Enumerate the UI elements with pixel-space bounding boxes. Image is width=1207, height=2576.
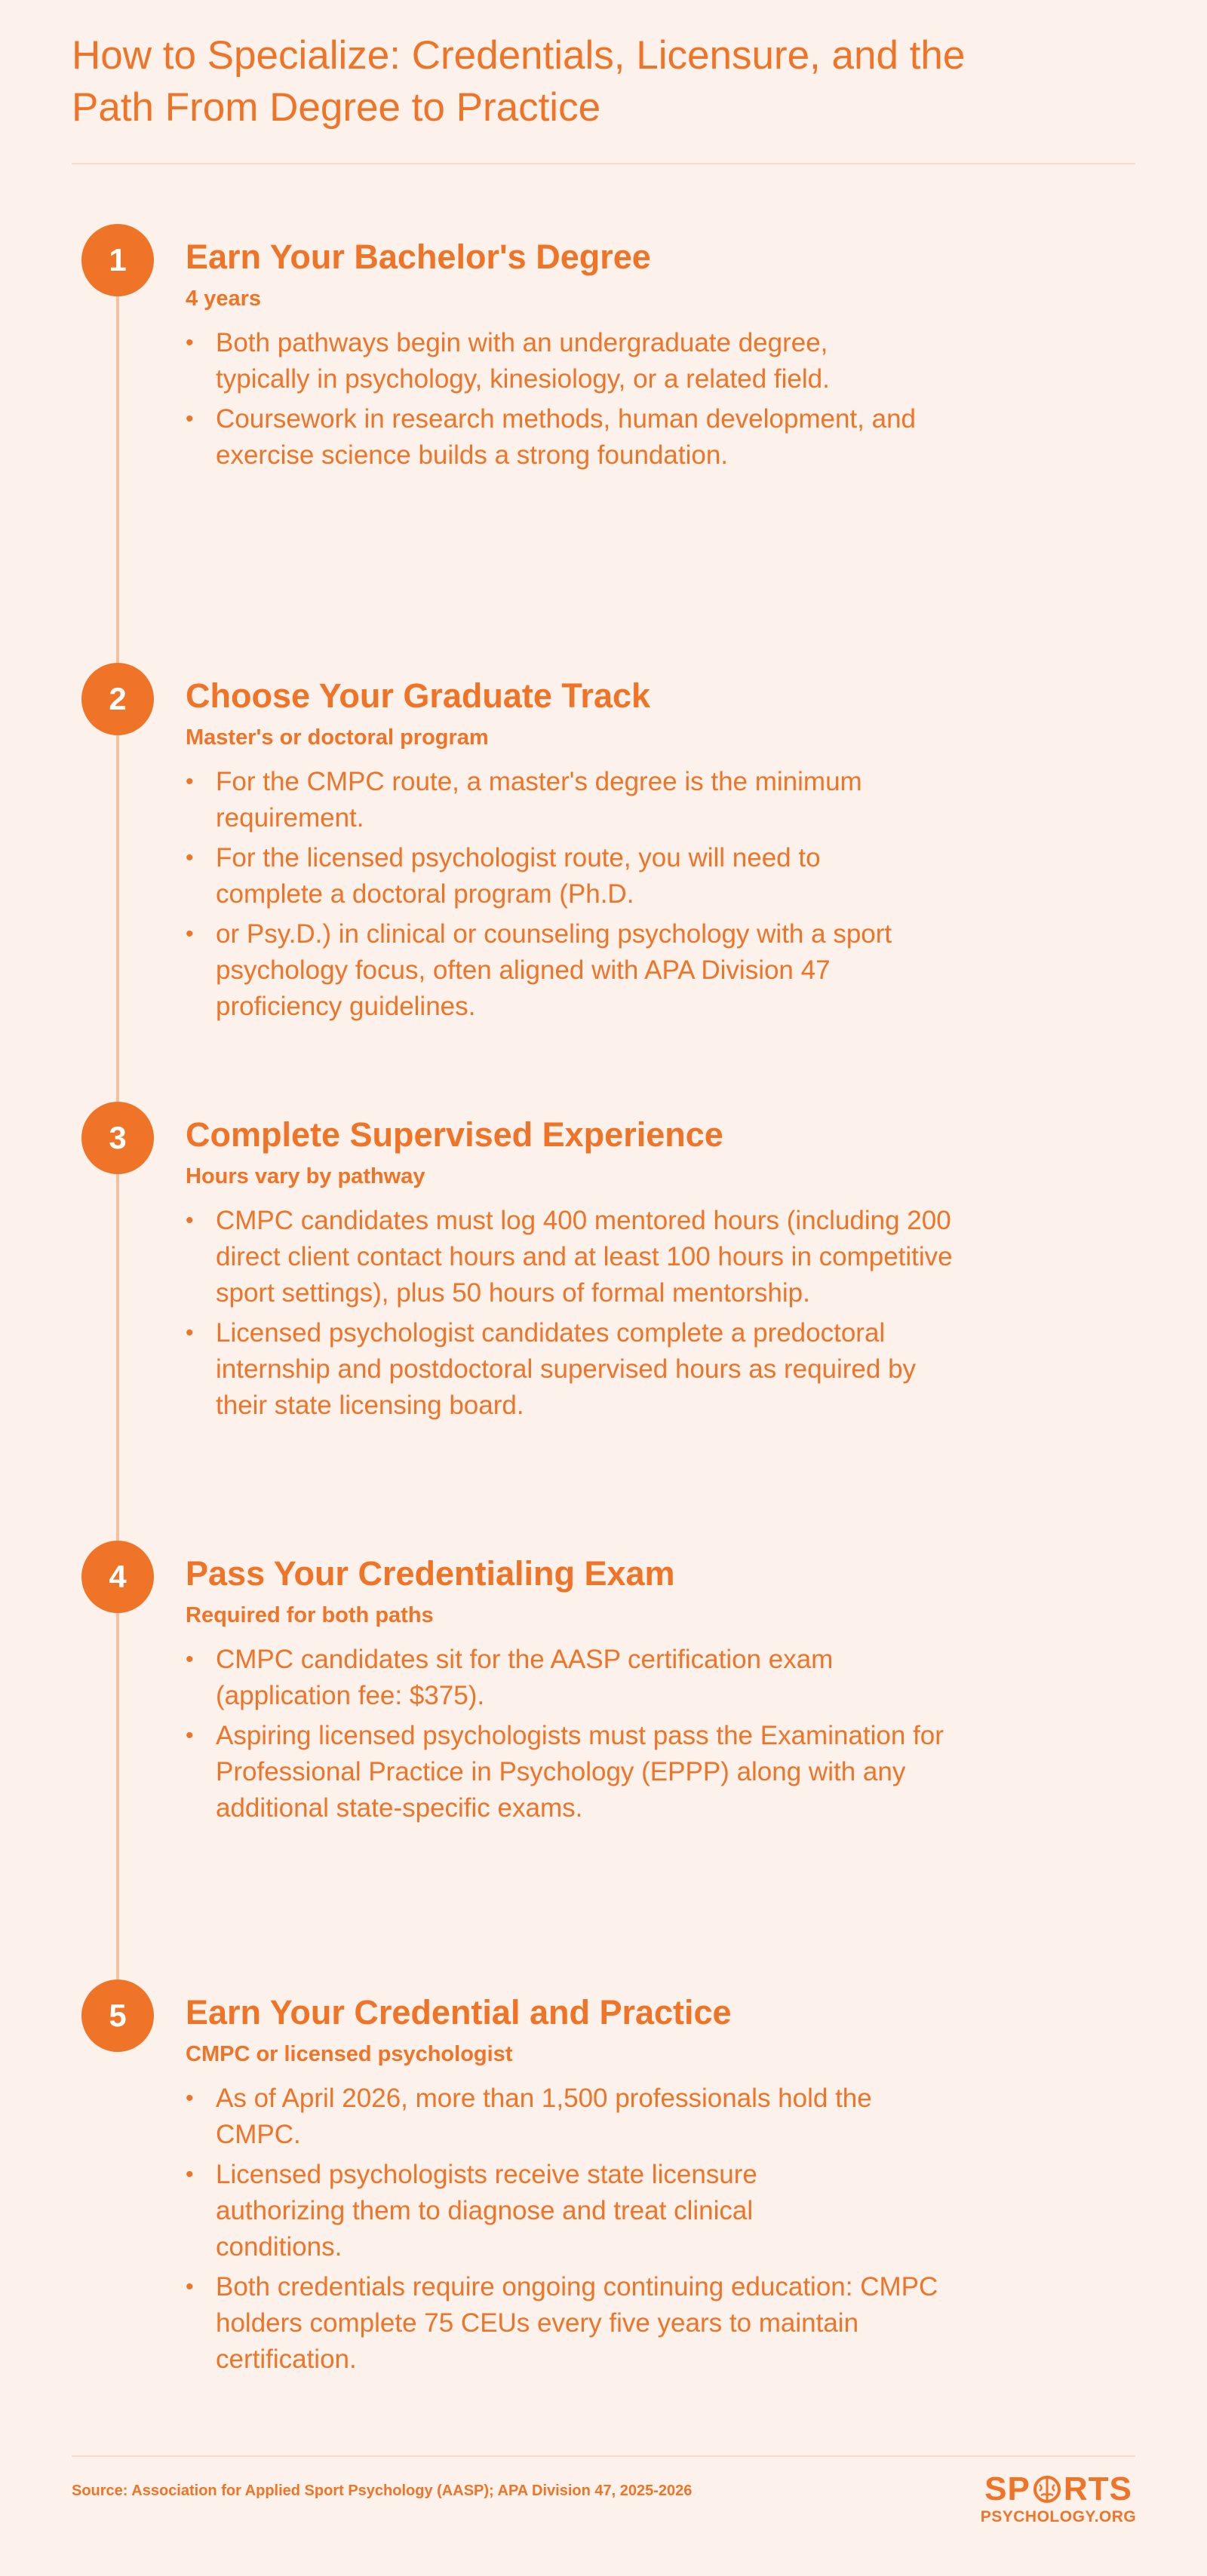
source-citation: Source: Association for Applied Sport Psychology (AASP); APA Division 47, 2025-2026: [72, 2482, 693, 2499]
title-divider: [72, 163, 1135, 164]
brain-icon: [1032, 2474, 1062, 2504]
page-title: How to Specialize: Credentials, Licensure, and the Path From Degree to Practice: [72, 33, 966, 130]
step-bullet: • CMPC candidates sit for the AASP certification exam (application fee: $375).: [186, 1642, 955, 1714]
step-bullet-list: [186, 764, 1015, 1029]
step-number-badge: 2: [81, 663, 154, 735]
step-subtitle: Hours vary by pathway: [186, 1164, 425, 1188]
step-title: Earn Your Credential and Practice: [186, 1993, 732, 2032]
logo-letters-rts: RTS: [1063, 2470, 1132, 2507]
step-bullet: • Licensed psychologist candidates complete a predoctoral internship and postdoctoral supervised hours as required by their state licensing board.: [186, 1315, 970, 1424]
logo-letters-sp: SP: [984, 2470, 1030, 2507]
step-subtitle: 4 years: [186, 287, 261, 311]
step-bullet-list: [186, 1642, 1015, 1830]
step-subtitle: CMPC or licensed psychologist: [186, 2042, 513, 2066]
step-bullet: • or Psy.D.) in clinical or counseling psychology with a sport psychology focus, often aligned with APA Division 47 proficiency guidelines.: [186, 916, 940, 1025]
logo-domain: PSYCHOLOGY.ORG: [980, 2508, 1137, 2525]
step-number-badge: 1: [81, 224, 154, 296]
step-number-badge: 3: [81, 1102, 154, 1174]
step-title: Choose Your Graduate Track: [186, 676, 651, 715]
step-bullet-list: [186, 1203, 1015, 1428]
sportspsychology-logo[interactable]: [979, 2470, 1138, 2526]
step-bullet: • As of April 2026, more than 1,500 professionals hold the CMPC.: [186, 2081, 895, 2153]
step-title: Pass Your Credentialing Exam: [186, 1554, 675, 1593]
step-bullet: • Licensed psychologists receive state licensure authorizing them to diagnose and treat clinical conditions.: [186, 2157, 865, 2265]
step-title: Complete Supervised Experience: [186, 1115, 723, 1154]
step-number-badge: 5: [81, 1980, 154, 2052]
step-bullet: • CMPC candidates must log 400 mentored hours (including 200 direct client contact hours and at least 100 hours in competitive sport settings), plus 50 hours of formal mentorship.: [186, 1203, 970, 1311]
step-title: Earn Your Bachelor's Degree: [186, 238, 651, 276]
step-bullet: • For the CMPC route, a master's degree is the minimum requirement.: [186, 764, 940, 836]
step-bullet: • For the licensed psychologist route, you will need to complete a doctoral program (Ph.D.: [186, 840, 895, 912]
footer-divider: [72, 2455, 1135, 2457]
step-bullet-list: [186, 325, 1015, 477]
logo-wordmark: [979, 2470, 1138, 2508]
step-bullet: • Coursework in research methods, human development, and exercise science builds a strong foundation.: [186, 401, 1015, 474]
step-bullet-list: [186, 2081, 1015, 2381]
step-number-badge: 4: [81, 1541, 154, 1613]
step-subtitle: Master's or doctoral program: [186, 725, 489, 750]
step-bullet: • Both pathways begin with an undergraduate degree, typically in psychology, kinesiology, or a related field.: [186, 325, 865, 397]
step-bullet: • Both credentials require ongoing continuing education: CMPC holders complete 75 CEUs every five years to maintain certification.: [186, 2269, 970, 2378]
step-bullet: • Aspiring licensed psychologists must pass the Examination for Professional Practice in Psychology (EPPP) along with any additional state-specific exams.: [186, 1718, 955, 1826]
step-subtitle: Required for both paths: [186, 1603, 434, 1627]
